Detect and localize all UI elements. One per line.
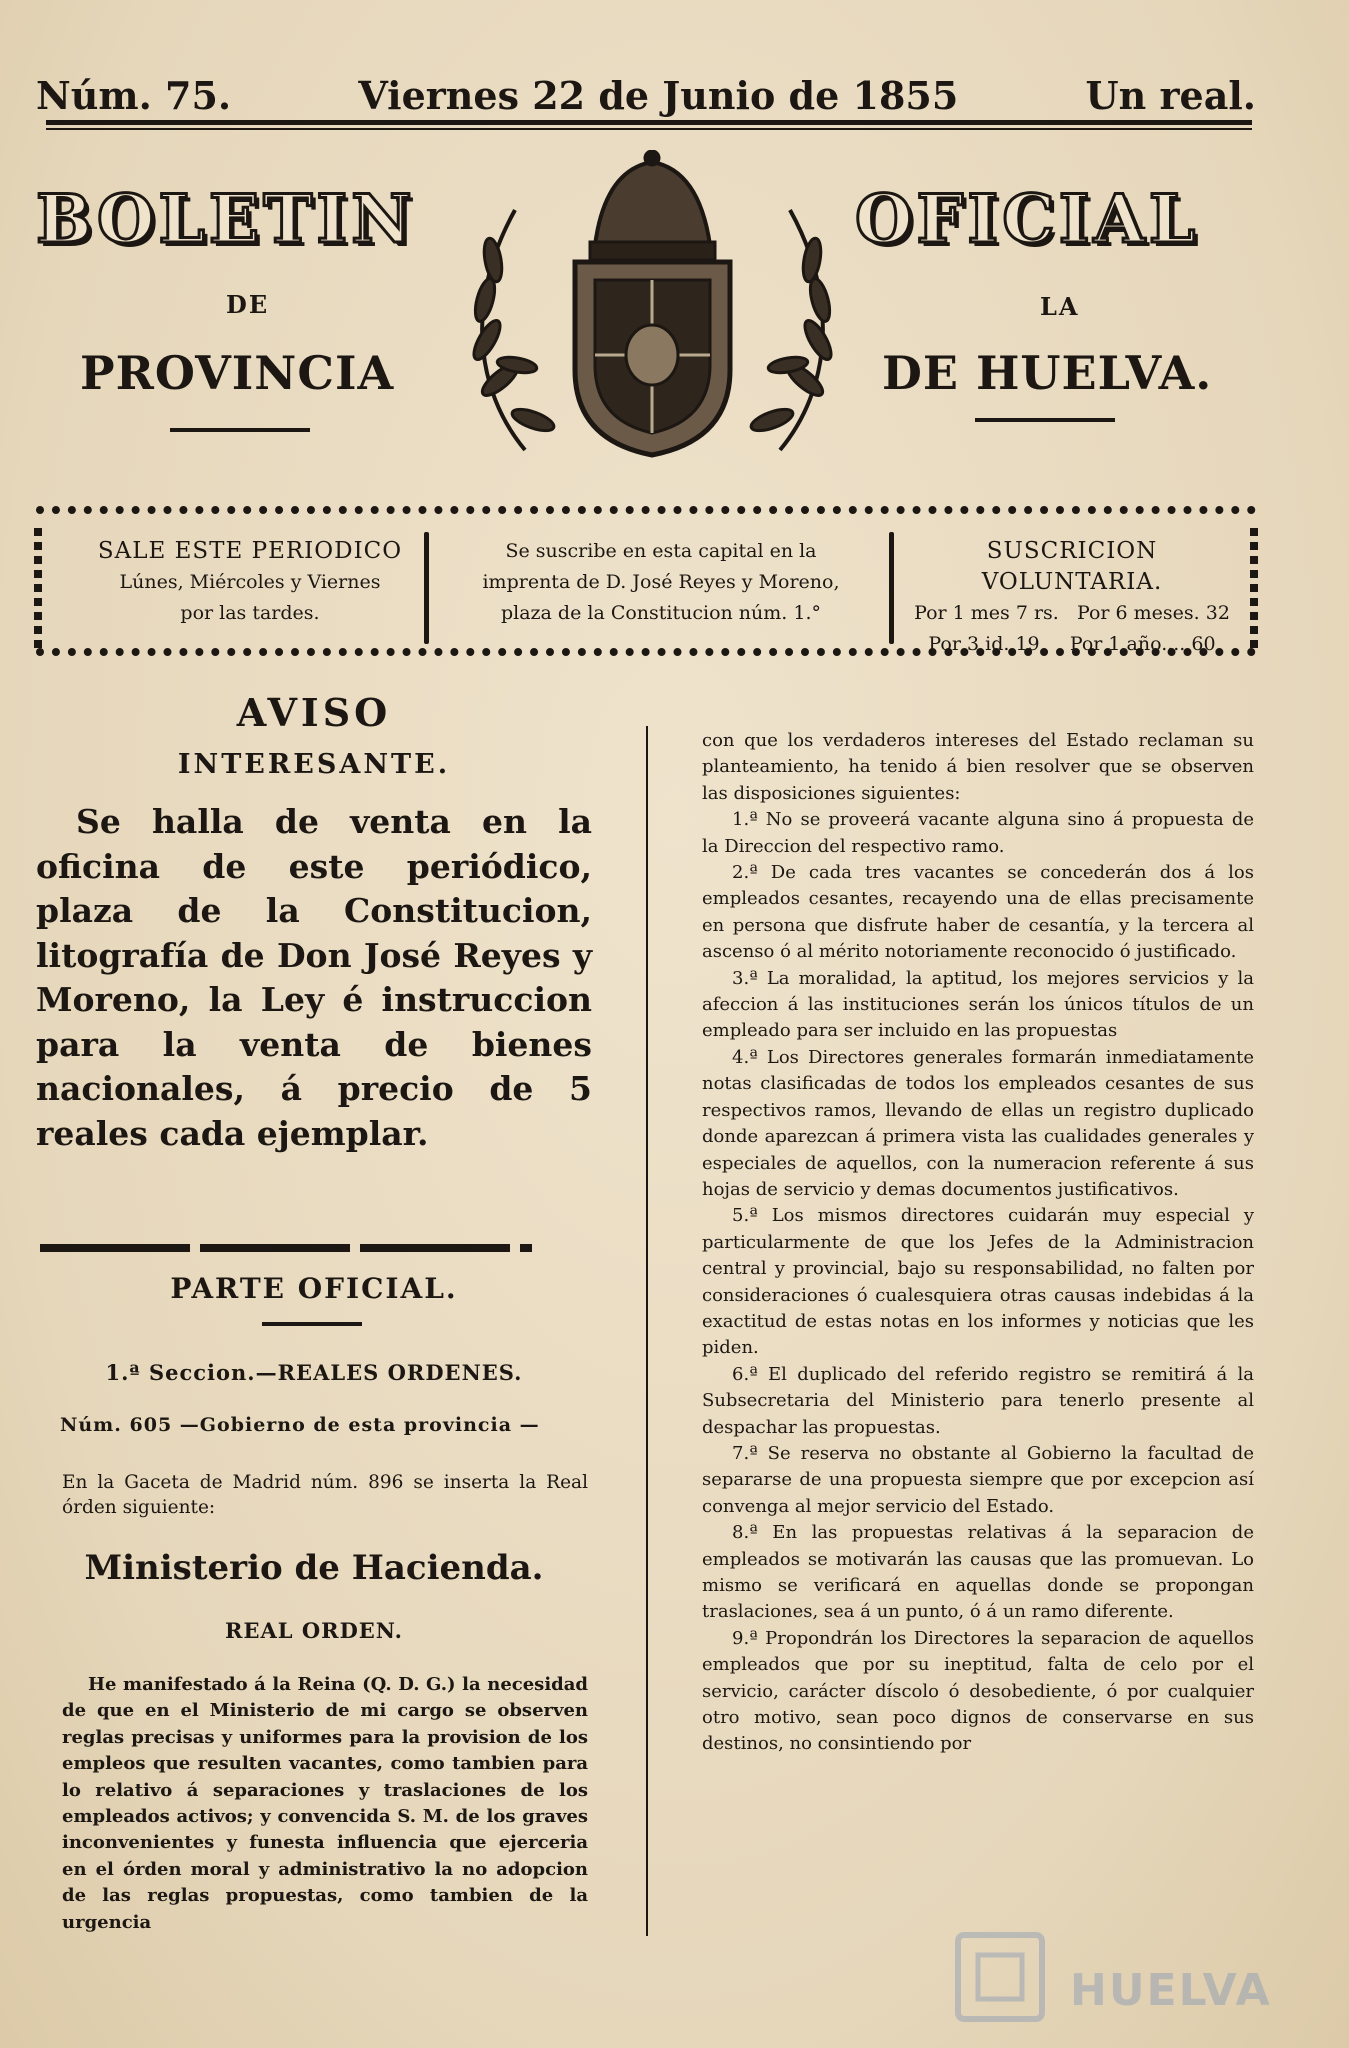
issue-header [36, 70, 1256, 120]
gaceta-notice: En la Gaceta de Madrid núm. 896 se inserta la Real órden siguiente: [62, 1472, 588, 1518]
box-divider-1 [424, 532, 429, 644]
schedule-time: por las tardes. [180, 602, 320, 624]
right-intro: con que los verdaderos intereses del Estado reclaman su planteamiento, ha tenido á bien resolver que se observen las disposiciones siguientes: [702, 730, 1254, 804]
archive-watermark [950, 1925, 1270, 2025]
provision-item: 7.ª Se reserva no obstante al Gobierno la facultad de separarse de una propuesta siempre que por excepcion así convenga al mejor servicio del Estado. [702, 1442, 1254, 1517]
masthead-ornament-left [170, 428, 310, 432]
place-line-3: plaza de la Constitucion núm. 1.° [500, 602, 821, 624]
issue-number: Núm. 75. [36, 72, 232, 118]
box-ornament-left [34, 528, 42, 648]
section-heading: 1.ª Seccion.—REALES ORDENES. [105, 1360, 523, 1385]
schedule-days: Lúnes, Miércoles y Viernes [119, 571, 381, 593]
provision-item: 6.ª El duplicado del referido registro se remitirá á la Subsecretaria del Ministerio para tenerlo presente al despachar las propuestas. [702, 1363, 1254, 1438]
provision-item: 9.ª Propondrán los Directores la separacion de aquellos empleados que por su ineptitud, falta de celo por el servicio, carácter díscolo ó desobediente, ó por cualquier otro motivo, sean poco dignos de conservarse en sus destinos, no consintiendo por [702, 1627, 1254, 1755]
schedule-heading: SALE ESTE PERIODICO [97, 538, 403, 564]
header-rule [46, 120, 1252, 125]
column-divider [646, 726, 648, 1936]
prices-line-2: Por 3 id. 19 Por 1 año.... 60 [928, 633, 1216, 655]
place-line-1: Se suscribe en esta capital en la [505, 540, 817, 562]
title-ornament [262, 1322, 362, 1326]
masthead-de-huelva: DE HUELVA. [882, 346, 1213, 400]
masthead-la: LA [1040, 292, 1080, 321]
aviso-text: Se halla de venta en la oficina de este periódico, plaza de la Constitucion, litografía de Don José Reyes y Moreno, la Ley é instruccion para la venta de bienes nacionales, á precio de 5 reales cada ejemplar. [36, 802, 592, 1153]
subscription-place [436, 536, 886, 629]
masthead-provincia: PROVINCIA [80, 346, 395, 400]
issue-price: Un real. [1085, 72, 1256, 118]
box-divider-2 [889, 532, 894, 644]
provision-item: 1.ª No se proveerá vacante alguna sino á propuesta de la Direccion del respectivo ramo. [702, 809, 1254, 857]
provision-item: 3.ª La moralidad, la aptitud, los mejores servicios y la afeccion á las instituciones serán los únicos títulos de un empleado para ser incluido en las propuestas [702, 967, 1254, 1042]
real-orden-heading: REAL ORDEN. [225, 1618, 403, 1643]
real-orden-body: He manifestado á la Reina (Q. D. G.) la necesidad de que en el Ministerio de mi cargo se observen reglas precisas y uniformes para la provision de los empleos que resulten vacantes, como tambien para lo relativo á separaciones y traslaciones de los empleados activos; y convencida S. M. de los graves inconvenientes y funesta influencia que ejerceria en el órden moral y administrativo la no adopcion de las reglas propuestas, como tambien de la urgencia [62, 1674, 588, 1933]
provision-item: 4.ª Los Directores generales formarán inmediatamente notas clasificadas de todos los empleados cesantes de sus respectivos ramos, llevando de ellas un registro duplicado donde aparezcan á primera vista las cualidades generales y especiales de aquellos, con la numeracion referente á sus hojas de servicio y demas documentos justificativos. [702, 1046, 1254, 1200]
parte-oficial-title: PARTE OFICIAL. [170, 1272, 458, 1305]
header-rule-thin [46, 128, 1252, 130]
masthead-oficial: OFICIAL [855, 180, 1200, 258]
aviso-title: AVISO [236, 690, 392, 735]
archive-logo-icon [950, 1925, 1050, 2025]
masthead-ornament-right [975, 418, 1115, 422]
masthead-boletin: BOLETIN [36, 180, 416, 258]
subscription-box [36, 506, 1256, 656]
provision-item: 5.ª Los mismos directores cuidarán muy especial y particularmente de que los Jefes de la Administracion central y provincial, bajo su responsabilidad, no falten por consideraciones ó cualesquiera otras causas indebidas á la exactitud de estas notas en los informes y noticias que les piden. [702, 1205, 1254, 1359]
section-rule [40, 1244, 532, 1252]
ministry-title: Ministerio de Hacienda. [84, 1548, 544, 1588]
place-line-2: imprenta de D. José Reyes y Moreno, [482, 571, 840, 593]
royal-crest-icon [455, 150, 850, 470]
left-column [36, 690, 592, 1156]
prices-heading: SUSCRICION VOLUNTARIA. [981, 538, 1163, 595]
watermark-text: HUELVA [1070, 1965, 1272, 2016]
prices-line-1: Por 1 mes 7 rs. Por 6 meses. 32 [914, 602, 1230, 624]
provision-item: 8.ª En las propuestas relativas á la separacion de empleados se motivarán las causas que las promuevan. Lo mismo se verificará en aquellas donde se propongan traslaciones, sea á un punto, ó á un ramo diferente. [702, 1522, 1254, 1623]
masthead-de: DE [226, 290, 270, 319]
aviso-subtitle: INTERESANTE. [177, 749, 451, 780]
schedule-info [50, 536, 450, 629]
order-number: Núm. 605 —Gobierno de esta provincia — [60, 1414, 540, 1436]
issue-date: Viernes 22 de Junio de 1855 [358, 72, 959, 118]
right-column [702, 728, 1254, 1758]
provision-item: 2.ª De cada tres vacantes se concederán dos á los empleados cesantes, recayendo una de ellas precisamente en persona que disfrute haber de cesantía, y la tercera al ascenso ó al mérito notoriamente reconocido ó justificado. [702, 862, 1254, 963]
subscription-prices [902, 536, 1242, 660]
box-ornament-right [1250, 528, 1258, 648]
